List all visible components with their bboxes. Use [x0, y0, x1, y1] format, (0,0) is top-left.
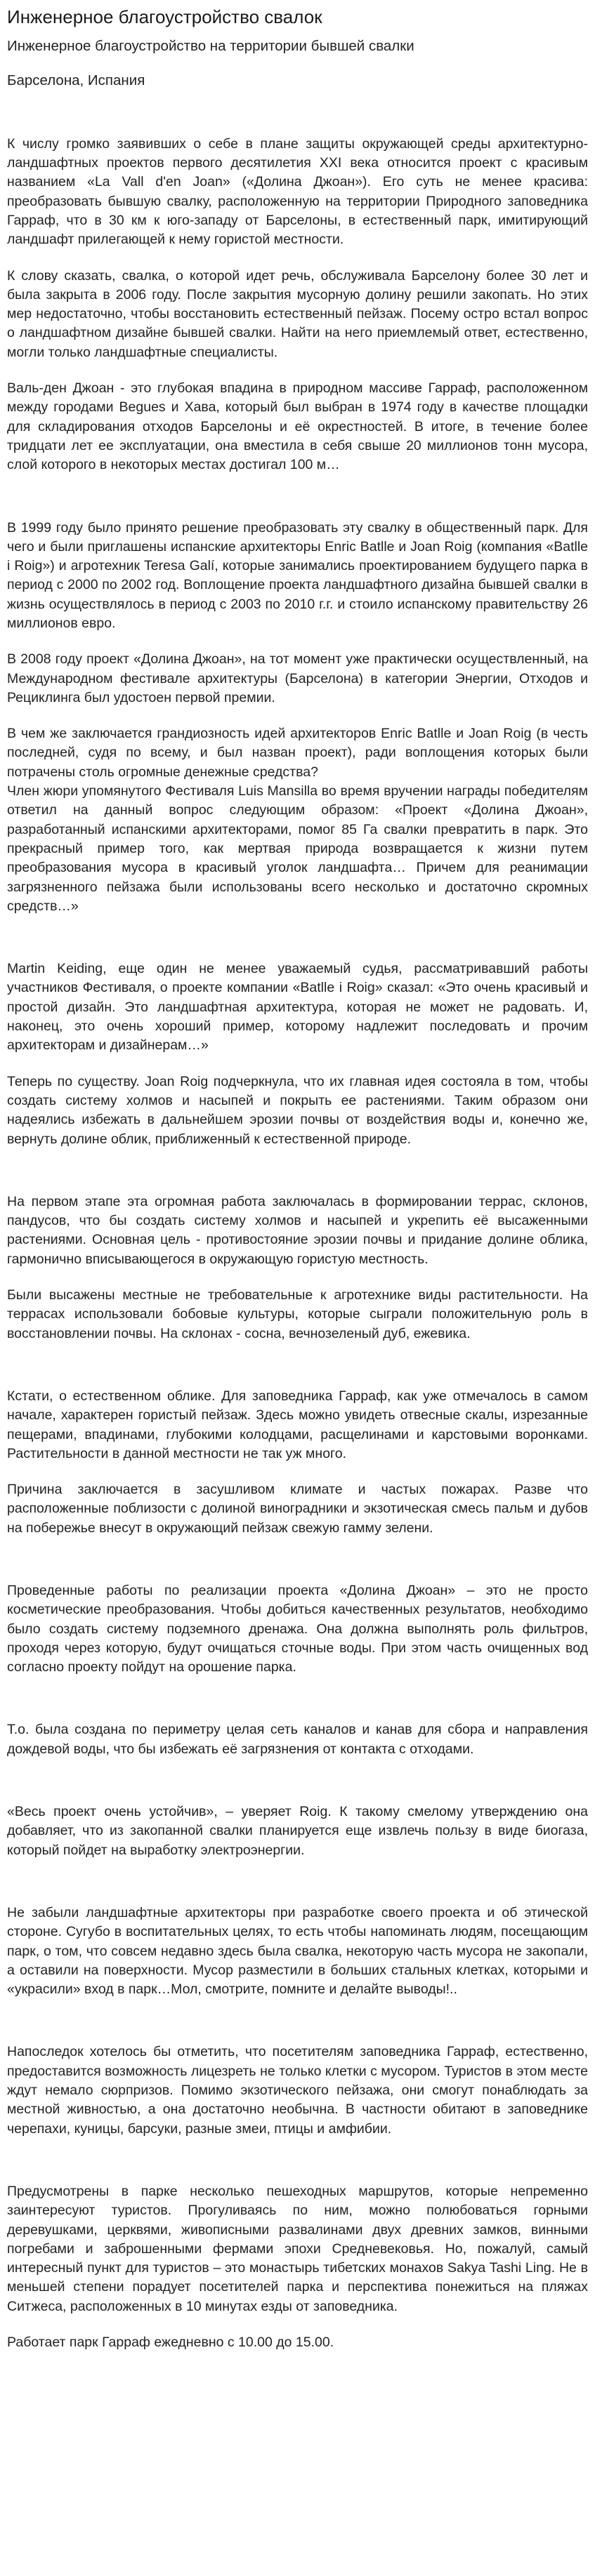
- paragraph-park-decision: В 1999 году было принято решение преобразовать эту свалку в общественный парк. Для чего и были приглашены испанские архитекторы Enric Batlle и Joan Roig (компания «Batlle i Roig») и агротехник Teresa Galí, которые занимались проектированием будущего парка в период с 2000 по 2002 год. Воплощение проекта ландшафтного дизайна бывшей свалки в жизнь осуществлялось в период с 2003 по 2010 г.г. и стоило испанскому правительству 26 миллионов евро.: [7, 519, 588, 631]
- paragraph-biogas: «Весь проект очень устойчив», – уверяет Roig. К такому смелому утверждению она добавляет, что из закопанной свалки планируется еще извлечь пользу в виде биогаза, который пойдет на выработку электроэнергии.: [7, 1804, 588, 1858]
- page-subtitle: Инженерное благоустройство на территории бывшей свалки: [7, 38, 414, 55]
- paragraph-natural-look: Кстати, о естественном облике. Для заповедника Гарраф, как уже отмечалось в самом начале, характерен гористый пейзаж. Здесь можно увидеть отвесные скалы, изрезанные пещерами, впадинами, глубокими колодцами, расщелинами и карстовыми воронками. Растительности в данной местности не так уж много.: [7, 1388, 588, 1461]
- paragraph-opening-hours: Работает парк Гарраф ежедневно с 10.00 до 15.00.: [7, 2335, 334, 2350]
- article-body: [7, 135, 588, 2353]
- paragraph-wildlife: Напоследок хотелось бы отметить, что посетителям заповедника Гарраф, естественно, предоставится возможность лицезреть не только клетки с мусором. Туристов в этом месте ждут немало сюрпризов. Помимо экзотического пейзажа, они смогут понаблюдать за местной живностью, а она достаточно необычна. В частности обитают в заповеднике черепахи, куницы, барсуки, разные змеи, птицы и амфибии.: [7, 2044, 588, 2137]
- paragraph-ethics: Не забыли ландшафтные архитекторы при разработке своего проекта и об этической стороне. Сугубо в воспитательных целях, то есть чтобы напоминать людям, посещающим парк, о том, что совсем недавно здесь была свалка, некоторую часть мусора не закопали, а оставили на поверхности. Мусор разместили в больших стальных клетках, которыми и «украсили» вход в парк…Мол, смотрите, помните и делайте выводы!..: [7, 1904, 588, 1998]
- paragraph-intro: К числу громко заявивших о себе в плане защиты окружающей среды архитектурно-ландшафтных проектов первого десятилетия XXI века относится проект с красивым названием «La Vall d'en Joan» («Долина Джоан»). Его суть не менее красива: преобразовать бывшую свалку, расположенную на территории Природного заповедника Гарраф, что в 30 км к юго-западу от Барселоны, в естественный парк, имитирующий ландшафт прилегающей к нему гористой местности.: [7, 135, 588, 248]
- paragraph-drainage: Проведенные работы по реализации проекта «Долина Джоан» – это не просто косметические преобразования. Чтобы добиться качественных результатов, необходимо было создать систему подземного дренажа. Она должна выполнять роль фильтров, проходя через которую, будут очищаться сточные воды. При этом часть очищенных вод согласно проекту пойдут на орошение парка.: [7, 1582, 588, 1675]
- paragraph-valley-description: Валь-ден Джоан - это глубокая впадина в природном массиве Гарраф, расположенном между городами Begues и Хава, который был выбран в 1974 году в качестве площадки для складирования отходов Барселоны и её окрестностей. В итоге, в течение более тридцати лет ее эксплуатации, она вместила в себя свыше 20 миллионов тонн мусора, слой которого в некоторых местах достигал 100 м…: [7, 380, 588, 473]
- paragraph-keiding-quote: Martin Keiding, еще один не менее уважаемый судья, рассматривавший работы участников Фестиваля, о проекте компании «Batlle i Roig» сказал: «Это очень красивый и простой дизайн. Это ландшафтная архитектура, которая не может не радовать. И, наконец, это очень хороший пример, которому надлежит последовать и прочим архитекторам и дизайнерам…»: [7, 961, 588, 1054]
- paragraph-mansilla-quote: Член жюри упомянутого Фестиваля Luis Mansilla во время вручении награды победителям ответил на данный вопрос следующим образом: «Проект «Долина Джоан», разработанный испанскими архитекторами, помог 85 Га свалки превратить в парк. Это прекрасный пример того, как мертвая природа возвращается к жизни путем преобразования мусора в красивый уголок ландшафта… Причем для реанимации загрязненного пейзажа были использованы всего несколько и достаточно скромных средств…»: [7, 783, 588, 914]
- paragraph-planting: Были высажены местные не требовательные к агротехнике виды растительности. На террасах использовали бобовые культуры, которые сыграли положительную роль в восстановлении почвы. На склонах - сосна, вечнозеленый дуб, ежевика.: [7, 1287, 588, 1341]
- paragraph-climate: Причина заключается в засушливом климате и частых пожарах. Разве что расположенные поблизости с долиной виноградники и экзотическая смесь пальм и дубов на побережье внесут в окружающий пейзаж свежую гамму зелени.: [7, 1482, 588, 1536]
- paragraph-question: В чем же заключается грандиозность идей архитекторов Enric Batlle и Joan Roig (в честь последней, судя по всему, и был назван проект), ради воплощения которых были потрачены столь огромные денежные средства?: [7, 726, 588, 780]
- paragraph-first-stage: На первом этапе эта огромная работа заключалась в формировании террас, склонов, пандусов, что бы создать систему холмов и насыпей и укрепить её высаженными растениями. Основная цель - противостояние эрозии почвы и придание долине облика, гармонично вписывающегося в окружающую гористую местность.: [7, 1193, 588, 1267]
- paragraph-canals: Т.о. была создана по периметру целая сеть каналов и канав для сбора и направления дождевой воды, что бы избежать её загрязнения от контакта с отходами.: [7, 1722, 588, 1757]
- paragraph-routes: Предусмотрены в парке несколько пешеходных маршрутов, которые непременно заинтересуют туристов. Прогуливаясь по ним, можно полюбоваться горными деревушками, церквями, живописными развалинами двух древних замков, винными погребами и заброшенными фермами эпохи Средневековья. Но, пожалуй, самый интересный пункт для туристов – это монастырь тибетских монахов Sakya Tashi Ling. Не в меньшей степени порадует посетителей парка и перспектива понежиться на пляжах Ситжеса, расположенных в 10 минутах езды от заповедника.: [7, 2183, 588, 2314]
- paragraph-main-idea: Теперь по существу. Joan Roig подчеркнула, что их главная идея состояла в том, чтобы создать систему холмов и насыпей и покрыть ее растениями. Таким образом они надеялись избежать в дальнейшем эрозии почвы от воздействия воды и, конечно же, вернуть долине облик, приближенный к естественной природе.: [7, 1073, 588, 1147]
- paragraph-landfill-history: К слову сказать, свалка, о которой идет речь, обслуживала Барселону более 30 лет и была закрыта в 2006 году. После закрытия мусорную долину решили закопать. Но этих мер недостаточно, чтобы восстановить естественный пейзаж. Посему остро встал вопрос о ландшафтном дизайне бывшей свалки. Найти на него приемлемый ответ, естественно, могли только ландшафтные специалисты.: [7, 267, 588, 360]
- location-line: Барселона, Испания: [7, 72, 145, 89]
- paragraph-award: В 2008 году проект «Долина Джоан», на тот момент уже практически осуществленный, на Международном фестивале архитектуры (Барселона) в категории Энергии, Отходов и Рециклинга был удостоен первой премии.: [7, 651, 588, 705]
- page-title: Инженерное благоустройство свалок: [7, 6, 322, 27]
